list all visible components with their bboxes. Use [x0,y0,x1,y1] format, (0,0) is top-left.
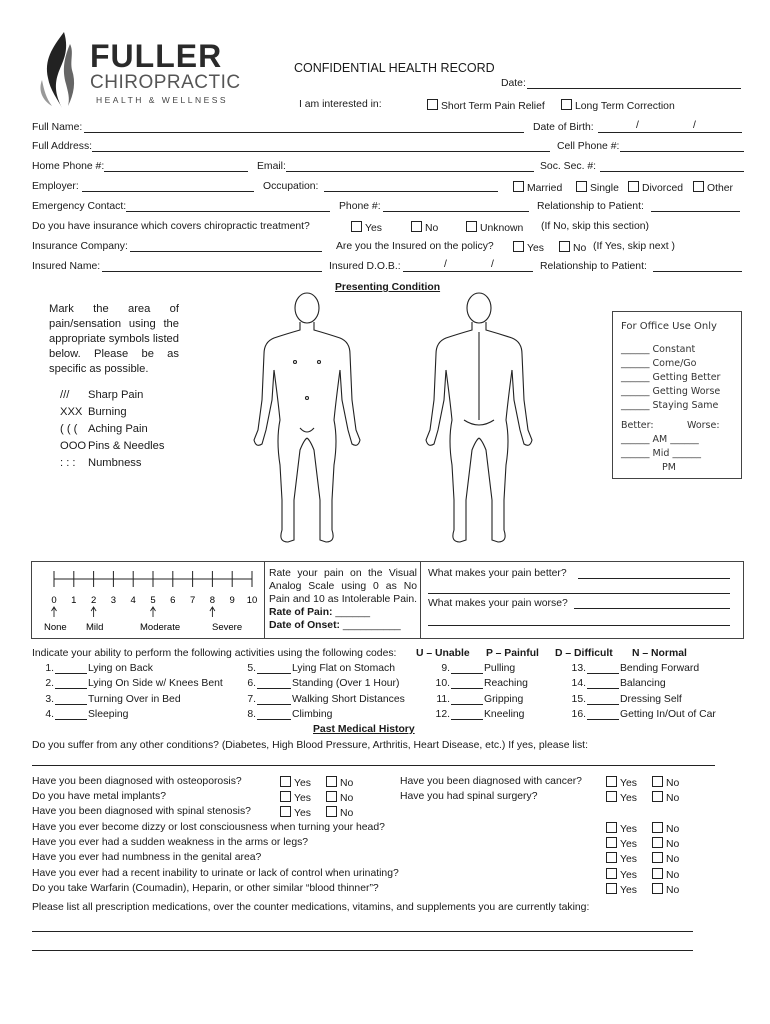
symbol-label: Aching Pain [88,423,148,435]
symbol-code: ( ( ( [60,423,78,435]
checkbox[interactable] [652,791,663,802]
no-option[interactable]: No [326,776,353,789]
checkbox[interactable] [606,837,617,848]
yes-option[interactable]: Yes [606,852,637,865]
activity-label: Bending Forward [620,663,700,674]
activity-label: Climbing [292,708,333,720]
better-question: What makes your pain better? [428,568,567,579]
activity-rating-field[interactable] [451,704,483,705]
checkbox[interactable] [628,181,639,192]
medications-field-2[interactable] [32,950,693,951]
scale-label: Mild [86,622,104,633]
insurance-question: Do you have insurance which covers chiropractic treatment? [32,221,310,232]
code-normal: N – Normal [632,648,687,659]
history-question: Have you ever had a sudden weakness in the arms or legs? [32,837,309,849]
activity-rating-field[interactable] [587,704,619,705]
worse-question: What makes your pain worse? [428,598,568,609]
history-question: Have you ever become dizzy or lost consciousness when turning your head? [32,822,385,833]
no-option[interactable]: No [652,868,679,881]
pain-scale[interactable] [40,567,262,635]
scale-number: 6 [170,595,176,606]
skip-next-note: (If Yes, skip next ) [593,241,676,252]
checkbox[interactable] [559,241,570,252]
activity-number: 8. [247,708,256,720]
symbol-label: Numbness [88,457,142,469]
scale-number: 0 [51,595,57,606]
activity-label: Lying Flat on Stomach [292,663,395,674]
history-heading: Past Medical History [313,724,415,735]
insured-name-field[interactable] [102,271,322,272]
yes-option[interactable]: Yes [606,791,637,804]
activity-label: Gripping [484,693,524,705]
soc-sec-field[interactable] [600,171,744,172]
checkbox[interactable] [411,221,422,232]
code-unable: U – Unable [416,648,470,659]
onset-label: Date of Onset: [269,620,341,631]
scale-label: None [44,622,67,633]
scale-number: 10 [246,595,258,606]
office-title: For Office Use Only [621,321,717,332]
yes-option[interactable]: Yes [606,837,637,850]
history-question: Have you been diagnosed with spinal stenosis? [32,806,251,818]
employer-field[interactable] [82,191,254,192]
scale-number: 9 [229,595,235,606]
short-term-option[interactable]: Short Term Pain Relief [427,99,545,112]
office-item: Come/Go [652,358,697,369]
no-option[interactable]: No [652,776,679,789]
onset-field[interactable]: __________ [342,620,401,631]
checkbox[interactable] [652,852,663,863]
activity-label: Reaching [484,678,528,690]
scale-number: 1 [71,595,77,606]
activity-label: Balancing [620,678,666,690]
medications-field-1[interactable] [32,931,693,932]
activity-label: Standing (Over 1 Hour) [292,678,400,690]
logo-chiropractic: CHIROPRACTIC [90,72,241,93]
insured-relationship-field[interactable] [653,271,742,272]
yes-option[interactable]: Yes [606,868,637,881]
symbol-legend [60,389,210,479]
scale-arrow [151,607,156,617]
activity-rating-field[interactable] [587,719,619,720]
soc-sec-label: Soc. Sec. #: [540,161,597,172]
relationship-label: Relationship to Patient: [537,201,644,212]
form-title: CONFIDENTIAL HEALTH RECORD [294,61,495,75]
symbol-label: Burning [88,406,127,418]
activities-intro: Indicate your ability to perform the following activities using the following codes: [32,648,397,659]
logo-health-wellness: HEALTH & WELLNESS [96,95,229,105]
activity-label: Lying On Side w/ Knees Bent [88,678,223,690]
relationship-field[interactable] [651,211,740,212]
activity-label: Pulling [484,663,516,674]
activity-number: 5. [247,663,256,674]
history-question: Have you ever had a recent inability to urinate or lack of control when urinating? [32,867,399,879]
checkbox[interactable] [326,791,337,802]
instructions-text: Mark the area of pain/sensation using the appropriate symbols listed below. Please be as specific as possible. [49,303,179,375]
scale-number: 2 [90,595,97,606]
symbol-label: Pins & Needles [88,440,165,452]
body-front-diagram[interactable] [248,290,366,548]
activity-rating-field[interactable] [55,704,87,705]
am-label: AM [652,434,668,445]
activity-rating-field[interactable] [55,688,87,689]
dob-label: Date of Birth: [533,122,594,133]
insurance-no[interactable]: No [411,221,438,234]
scale-arrow [91,607,96,617]
dob-field[interactable] [598,132,742,133]
yes-option[interactable]: Yes [280,806,311,819]
yes-option[interactable]: Yes [280,791,311,804]
checkbox[interactable] [652,868,663,879]
insurance-yes[interactable]: Yes [351,221,382,234]
interest-label: I am interested in: [299,99,382,110]
scale-number: 8 [209,595,216,606]
checkbox[interactable] [606,822,617,833]
employer-label: Employer: [32,181,79,192]
worse-field[interactable] [574,608,730,609]
better-label: Better: [621,420,654,431]
activity-number: 10. [435,678,450,690]
no-option[interactable]: No [652,883,679,896]
office-item: Constant [652,344,696,355]
divorced-option[interactable]: Divorced [628,181,683,194]
home-phone-label: Home Phone #: [32,161,105,172]
history-question: Do you have metal implants? [32,791,166,803]
insured-relationship-label: Relationship to Patient: [540,261,647,272]
activity-label: Sleeping [88,708,129,720]
no-option[interactable]: No [652,822,679,835]
married-option[interactable]: Married [513,181,562,194]
no-option[interactable]: No [652,837,679,850]
activity-number: 1. [45,663,54,674]
insured-no[interactable]: No [559,241,586,254]
email-label: Email: [257,161,286,172]
logo [34,30,241,110]
no-option[interactable]: No [326,806,353,819]
activity-label: Getting In/Out of Car [620,708,716,720]
activity-label: Kneeling [484,708,525,720]
history-question: Do you take Warfarin (Coumadin), Heparin, or other similar “blood thinner”? [32,882,379,894]
checkbox[interactable] [606,791,617,802]
activity-label: Lying on Back [88,663,153,674]
history-question: Have you been diagnosed with osteoporosis? [32,776,242,787]
insured-dob-label: Insured D.O.B.: [329,261,401,272]
activity-rating-field[interactable] [55,673,87,674]
activity-number: 13. [571,663,586,674]
checkbox[interactable] [606,883,617,894]
conditions-question: Do you suffer from any other conditions? (Diabetes, High Blood Pressure, Arthritis, Heart Disease, etc.) If yes, please list: [32,740,588,751]
logo-fuller: FULLER [90,38,223,74]
conditions-field[interactable] [32,765,715,766]
activity-label: Dressing Self [620,693,682,705]
activity-label: Turning Over in Bed [88,693,181,705]
worse-field-2[interactable] [428,625,730,626]
symbol-label: Sharp Pain [88,389,144,401]
mid-label: Mid [652,448,670,459]
occupation-label: Occupation: [263,181,319,192]
full-address-label: Full Address: [32,141,93,152]
checkbox[interactable] [606,852,617,863]
insurance-company-field[interactable] [130,251,322,252]
symbol-code: XXX [60,406,83,418]
checkbox[interactable] [513,241,524,252]
checkbox[interactable] [326,806,337,817]
rate-label: Rate of Pain: [269,607,333,618]
activity-number: 3. [45,693,54,705]
activity-number: 16. [571,708,586,720]
occupation-field[interactable] [324,191,498,192]
scale-number: 4 [130,595,136,606]
code-painful: P – Painful [486,648,539,659]
date-field[interactable] [527,88,741,89]
activity-number: 11. [436,693,450,705]
no-option[interactable]: No [326,791,353,804]
checkbox[interactable] [606,776,617,787]
history-question: Have you had spinal surgery? [400,791,538,803]
scale-number: 5 [150,595,156,606]
long-term-option[interactable]: Long Term Correction [561,99,675,112]
activity-rating-field[interactable] [587,688,619,689]
checkbox[interactable] [576,181,587,192]
insured-question: Are you the Insured on the policy? [336,241,494,252]
checkbox[interactable] [652,822,663,833]
scale-label: Moderate [140,622,181,633]
cell-phone-label: Cell Phone #: [557,141,620,152]
emergency-label: Emergency Contact: [32,201,127,212]
phone-field[interactable] [383,211,529,212]
single-option[interactable]: Single [576,181,619,194]
activity-number: 12. [435,708,450,720]
activity-rating-field[interactable] [451,719,483,720]
skip-note: (If No, skip this section) [541,221,649,232]
activity-rating-field[interactable] [55,719,87,720]
scale-label: Severe [212,622,243,633]
insurance-company-label: Insurance Company: [32,241,128,252]
symbol-code: OOO [60,440,87,452]
history-question: Have you been diagnosed with cancer? [400,776,582,787]
body-back-diagram[interactable] [420,290,538,548]
activity-number: 4. [45,708,54,720]
office-item: Staying Same [652,400,719,411]
flame-logo-icon [34,30,84,110]
activity-number: 7. [247,693,256,705]
email-field[interactable] [286,171,534,172]
checkbox[interactable] [693,181,704,192]
checkbox[interactable] [513,181,524,192]
activity-rating-field[interactable] [257,673,291,674]
yes-option[interactable]: Yes [606,776,637,789]
activity-rating-field[interactable] [257,688,291,689]
pm-label: PM [662,462,676,473]
medications-question: Please list all prescription medications, over the counter medications, vitamins, and supplements you are currently taking: [32,902,590,913]
checkbox[interactable] [652,776,663,787]
phone-label: Phone #: [339,201,381,212]
checkbox[interactable] [280,776,291,787]
presenting-heading: Presenting Condition [335,282,441,293]
yes-option[interactable]: Yes [606,822,637,835]
full-name-label: Full Name: [32,122,83,133]
insured-yes[interactable]: Yes [513,241,544,254]
checkbox[interactable] [606,868,617,879]
code-difficult: D – Difficult [555,648,613,659]
full-address-field[interactable] [92,151,550,152]
insured-dob-field[interactable] [403,271,533,272]
no-option[interactable]: No [652,852,679,865]
checkbox[interactable] [466,221,477,232]
yes-option[interactable]: Yes [606,883,637,896]
checkbox[interactable] [280,806,291,817]
activity-rating-field[interactable] [587,673,619,674]
history-question: Have you ever had numbness in the genital area? [32,852,262,864]
worse-label: Worse: [687,420,720,431]
scale-number: 7 [189,595,196,606]
checkbox[interactable] [652,837,663,848]
office-use-box: For Office Use Only ______ Constant ______ Come/Go ______ Getting Better ______ Getting Worse ______ Staying Same Better: Worse: ______ AM ______ ______ Mid ______ PM [612,311,742,479]
emergency-field[interactable] [126,211,330,212]
cell-phone-field[interactable] [620,151,744,152]
home-phone-field[interactable] [104,171,248,172]
checkbox[interactable] [652,883,663,894]
scale-arrow [52,607,57,617]
activity-rating-field[interactable] [257,704,291,705]
insurance-unknown[interactable]: Unknown [466,221,523,234]
activity-rating-field[interactable] [257,719,291,720]
yes-option[interactable]: Yes [280,776,311,789]
rate-field[interactable]: ______ [335,607,371,618]
scale-arrow [210,607,215,617]
checkbox[interactable] [351,221,362,232]
symbol-code: /// [60,389,70,401]
activity-rating-field[interactable] [451,673,483,674]
full-name-field[interactable] [84,132,524,133]
activity-number: 15. [571,693,586,705]
insured-name-label: Insured Name: [32,261,101,272]
activity-number: 14. [571,678,586,690]
activity-rating-field[interactable] [451,688,483,689]
checkbox[interactable] [427,99,438,110]
date-label: Date: [501,78,526,89]
better-field[interactable] [578,578,730,579]
other-option[interactable]: Other [693,181,733,194]
office-item: Getting Better [652,372,721,383]
better-field-2[interactable] [428,593,730,594]
checkbox[interactable] [326,776,337,787]
activity-number: 6. [247,678,256,690]
checkbox[interactable] [280,791,291,802]
symbol-code: : : : [60,457,76,469]
scale-instructions: Rate your pain on the Visual Analog Scale using 0 as No Pain and 10 as Intolerable Pain. [269,568,417,605]
checkbox[interactable] [561,99,572,110]
activity-number: 9. [441,663,450,674]
activity-label: Walking Short Distances [292,693,405,705]
activity-number: 2. [45,678,54,690]
office-item: Getting Worse [652,386,721,397]
scale-number: 3 [110,595,117,606]
no-option[interactable]: No [652,791,679,804]
